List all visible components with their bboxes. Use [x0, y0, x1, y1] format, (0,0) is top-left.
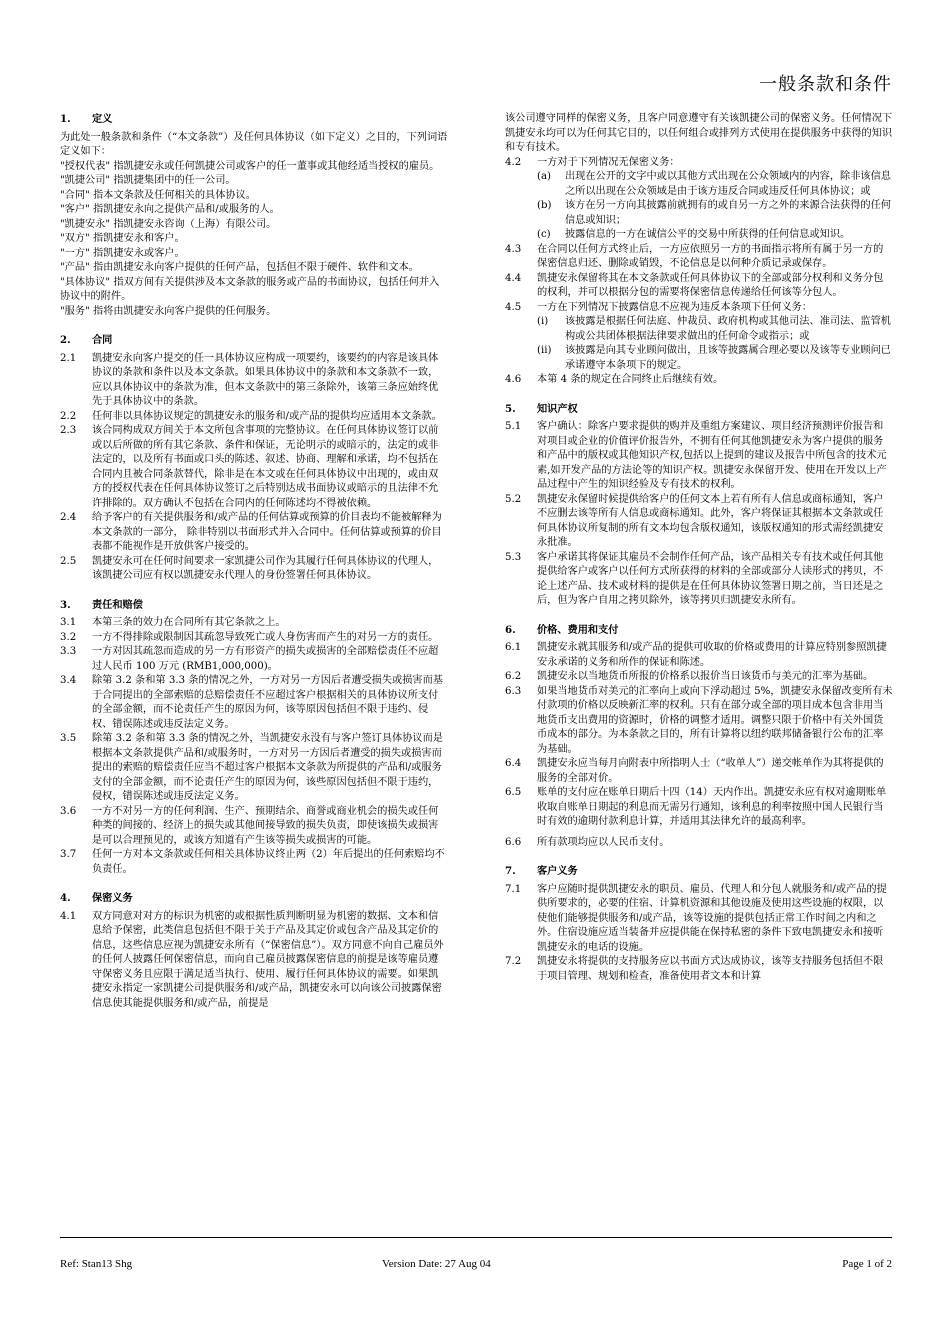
- section: [60, 333, 448, 584]
- section-heading: [60, 598, 448, 613]
- clause-number: 5.1: [505, 421, 522, 432]
- clause-number: 6.4: [505, 758, 522, 769]
- paragraph: 该公司遵守同样的保密义务，且客户同意遵守有关该凯捷公司的保密义务。任何情况下凯捷安永均可以为任何其它目的，以任何组合或排列方式使用在提供服务中获得的知识和专有技术。: [505, 113, 893, 153]
- clause-text: 披露信息的一方在诚信公平的交易中所获得的任何信息或知识。: [565, 229, 851, 240]
- clause: [60, 910, 448, 1012]
- clause: [60, 732, 448, 805]
- clause-text: 任何非以具体协议规定的凯捷安永的服务和/或产品的提供均应适用本文条款。: [92, 410, 442, 422]
- clause-number: 7.1: [505, 883, 522, 895]
- clause-number: 4.3: [505, 243, 522, 255]
- clause-text: 本第三条的效力在合同所有其它条款之上。: [92, 617, 286, 628]
- paragraph: "合同" 指本文条款及任何相关的具体协议。: [60, 189, 256, 201]
- clause-text: 凯捷安永保留将其在本文条款或任何具体协议下的全部或部分权利和义务分包的权利，并可以根据分包的需要将保密信息传递给任何该等分包人。: [537, 272, 884, 298]
- sub-clause: [537, 344, 893, 373]
- clause-text: 在合同以任何方式终止后，一方应依照另一方的书面指示将所有属于另一方的保密信息归还、删除或销毁，不论信息是以何种介质记录或保存。: [537, 243, 884, 269]
- clause: [60, 805, 448, 849]
- paragraph: "产品" 指由凯捷安永向客户提供的任何产品，包括但不限于硬件、软件和文本。: [60, 262, 419, 273]
- clause-text: 该披露是向其专业顾问做出，且该等披露属合理必要以及该等专业顾问已承诺遵守本条项下的规定。: [565, 345, 891, 371]
- clause-number: 4.1: [60, 910, 77, 922]
- clause-text: 凯捷安永应当每月向附表中所指明人士（“收单人”）递交帐单作为其将提供的服务的全部对价。: [537, 758, 884, 784]
- section-title: 保密义务: [92, 892, 133, 904]
- clause: [60, 410, 448, 425]
- section-heading: [60, 112, 448, 127]
- paragraph: "具体协议" 指双方间有关提供涉及本文条款的服务或产品的书面协议，包括任何并入协议中的附件。: [60, 276, 440, 302]
- clause: [505, 786, 893, 830]
- section-title: 价格、费用和支付: [537, 623, 619, 636]
- clause-number: 2.3: [60, 425, 77, 436]
- clause: [60, 645, 448, 674]
- left-column: [60, 112, 448, 1025]
- clause: [505, 685, 893, 758]
- section-title: 合同: [92, 334, 113, 346]
- clause-text: 客户确认：除客户要求提供的购并及重组方案建议、项目经济预测评价报告和对项目或企业的价值评价报告外，不拥有任何其他凯捷安永为客户提供的服务和产品中的版权或其他知识产权,包括以上提到的建议及报告中所包含的技术元素,如开发产品的方法论等的知识产权。凯捷安永保留开发、使用在开发以上产品过程中产生的知识经验及专有技术的权利。: [537, 421, 887, 490]
- clause-number: 2.1: [60, 352, 77, 364]
- clause-number: (b): [537, 200, 552, 211]
- clause: [505, 420, 893, 493]
- clause-number: 3.1: [60, 617, 77, 628]
- footer-version: Version Date: 27 Aug 04: [382, 1258, 491, 1270]
- clause-number: 3.2: [60, 631, 77, 643]
- clause-number: 3.4: [60, 675, 77, 686]
- clause-text: 账单的支付应在账单日期后十四（14）天内作出。凯捷安永应有权对逾期账单收取自账单日期起的利息而无需另行通知，该利息的利率按照中国人民银行当时有效的逾期付款利息计算，并适用其法律允许的最高利率。: [537, 787, 887, 827]
- clause-number: 2.5: [60, 555, 77, 567]
- clause-number: 6.2: [505, 671, 522, 682]
- section-number: 1.: [60, 113, 71, 125]
- clause: [505, 301, 893, 316]
- clause-text: 该方在另一方向其披露前就拥有的或自另一方之外的来源合法获得的任何信息或知识；: [565, 200, 891, 226]
- clause-number: 3.5: [60, 733, 77, 744]
- clause-number: 6.6: [505, 836, 522, 848]
- clause-number: 5.3: [505, 551, 522, 563]
- clause-text: 凯捷安永以当地货币所报的价格系以报价当日该货币与美元的汇率为基础。: [537, 671, 874, 682]
- section-number: 5.: [505, 402, 516, 415]
- sub-clause: [537, 228, 893, 243]
- clause: [60, 616, 448, 631]
- clause-text: 一方不对另一方的任何利润、生产、预期结余、商誉或商业机会的损失或任何种类的间接的、经济上的损失或其他间接导致的损失负责，即使该损失或损害是可以合理预见的，或该方知道有产生该等损失或损害的可能。: [92, 805, 439, 846]
- section: [505, 864, 893, 984]
- clause-text: 所有款项均应以人民币支付。: [537, 836, 670, 848]
- clause: [505, 883, 893, 956]
- clause-text: 一方不得排除或限制因其疏忽导致死亡或人身伤害而产生的对另一方的责任。: [92, 631, 439, 643]
- clause-number: 6.1: [505, 642, 522, 653]
- clause-text: 出现在公开的文字中或以其他方式出现在公众领域内的内容，除非该信息之所以出现在公众领域是由于该方违反合同或违反任何具体协议；或: [565, 171, 891, 197]
- clause-number: (i): [537, 316, 549, 327]
- footer-divider: [60, 1237, 892, 1238]
- clause: [505, 757, 893, 786]
- clause-number: 4.6: [505, 374, 522, 385]
- clause-text: 本第 4 条的规定在合同终止后继续有效。: [537, 374, 724, 385]
- section-heading: [60, 891, 448, 906]
- sub-clause: [537, 199, 893, 228]
- clause: [60, 511, 448, 555]
- clause-number: 4.4: [505, 272, 522, 284]
- paragraph: 为此处一般条款和条件（“本文条款”）及任何具体协议（如下定义）之目的，下列词语定义如下：: [60, 131, 448, 157]
- section-number: 3.: [60, 598, 71, 611]
- clause-text: 一方对因其疏忽而造成的另一方有形资产的损失或损害的全部赔偿责任不应超过人民币 100 万元 (RMB1,000,000)。: [92, 646, 439, 672]
- section-number: 2.: [60, 334, 71, 346]
- clause-text: 客户承诺其将保证其雇员不会制作任何产品，该产品相关专有技术或任何其他提供给客户或客户以任何方式所获得的材料的全部或部分人读形式的拷贝，不论上述产品、技术或材料的提供是在任何具体协议签署日期之前，当日还是之后，但为客户自用之拷贝除外，该等拷贝归凯捷安永所有。: [537, 551, 884, 606]
- clause: [60, 674, 448, 732]
- section-number: 4.: [60, 892, 71, 904]
- clause-number: (a): [537, 171, 552, 182]
- clause-text: 一方在下列情况下披露信息不应视为违反本条项下任何义务：: [537, 301, 813, 313]
- paragraph: "双方" 指凯捷安永和客户。: [60, 233, 185, 244]
- section-heading: [505, 864, 893, 879]
- clause-text: 凯捷安永就其服务和/或产品的提供可收取的价格或费用的计算应特别参照凯捷安永承诺的义务和所作的保证和陈述。: [537, 642, 887, 668]
- clause-text: 除第 3.2 条和第 3.3 条的情况之外，一方对另一方因后者遭受损失或损害而基于合同提出的全部索赔的总赔偿责任不应超过客户根据相关的具体协议所支付的全部金额，而不论责任产生的原因为何，该等原因包括但不限于违约、侵权、错误陈述或违反法定义务。: [92, 675, 443, 730]
- paragraph: "服务" 指将由凯捷安永向客户提供的任何服务。: [60, 305, 277, 317]
- clause-number: (ii): [537, 345, 552, 356]
- clause-number: 3.7: [60, 849, 77, 860]
- clause: [505, 493, 893, 551]
- section-heading: [60, 333, 448, 348]
- clause: [60, 352, 448, 410]
- section-number: 7.: [505, 865, 516, 877]
- clause: [60, 848, 448, 877]
- right-column: [505, 112, 893, 998]
- clause-text: 客户应随时提供凯捷安永的职员、雇员、代理人和分包人就服务和/或产品的提供所要求的，必要的住宿、计算机资源和其他设施及使用这些设施的权限，以使他们能够提供服务和/或产品，该等设施的提供包括正常工作时间之内和之外。住宿设施应适当装备并应提供能在保持私密的条件下致电凯捷安永和接听凯捷安永的电话的设施。: [537, 883, 887, 953]
- clause-text: 任何一方对本文条款或任何相关具体协议终止两（2）年后提出的任何索赔均不负责任。: [92, 849, 445, 875]
- section: [60, 891, 448, 1011]
- clause-number: (c): [537, 229, 551, 240]
- clause-text: 该披露是根据任何法庭、仲裁员、政府机构或其他司法、准司法、监管机构或公共团体根据法律要求做出的任何命令或指示；或: [565, 316, 891, 342]
- section-number: 6.: [505, 623, 516, 636]
- paragraph: "一方" 指凯捷安永或客户。: [60, 247, 185, 259]
- clause: [505, 243, 893, 272]
- clause-text: 给予客户的有关提供服务和/或产品的任何估算或预算的价目表均不能被解释为本文条款的一部分， 除非特别以书面形式并入合同中。任何估算或预算的价目表都不能视作是开放供客户接受的。: [92, 512, 442, 552]
- clause-number: 7.2: [505, 956, 522, 967]
- clause: [505, 373, 893, 388]
- sub-clause: [537, 315, 893, 344]
- paragraph: "凯捷安永" 指凯捷安永咨询（上海）有限公司。: [60, 218, 277, 230]
- clause-text: 除第 3.2 条和第 3.3 条的情况之外，当凯捷安永没有与客户签订具体协议而是根据本文条款提供产品和/或服务时，一方对另一方因后者遭受的损失或损害而提出的索赔的赔偿责任应当不超过客户根据本文条款为所提供的产品和/或服务支付的全部金额，而不论责任产生的原因为何，该些原因包括但不限于违约，侵权，错误陈述或违反法定义务。: [92, 733, 443, 802]
- clause-text: 一方对于下列情况无保密义务：: [537, 156, 680, 168]
- section: [505, 402, 893, 609]
- paragraph: "客户" 指凯捷安永向之提供产品和/或服务的人。: [60, 204, 280, 215]
- clause-text: 双方同意对对方的标识为机密的或根据性质判断明显为机密的数据、文本和信息给予保密，此类信息包括但不限于关于产品及其定价或包含产品及其定价的信息，这些信息应视为凯捷安永所有（“保密信息”）。双方同意不向自己雇员外的任何人披露任何保密信息，而向自己雇员披露保密信息的前提是该等雇员遵守保密义务且应限于满足适当执行、使用、履行任何具体协议的需要。如果凯捷安永指定一家凯捷公司提供服务和/或产品，凯捷安永可以向该公司披露保密信息使其能提供服务和/或产品，前提是: [92, 910, 444, 1009]
- clause-text: 凯捷安永向客户提交的任一具体协议应构成一项要约，该要约的内容是该具体协议的条款和条件以及本文条款。如果具体协议中的条款和本文条款不一致，应以具体协议中的条款为准，但本文条款中的第三条除外，该第三条应始终优先于具体协议中的条款。: [92, 352, 439, 407]
- clause-number: 6.5: [505, 787, 522, 798]
- section-heading: [505, 402, 893, 417]
- clause-number: 2.2: [60, 410, 77, 422]
- clause: [505, 955, 893, 984]
- section-title: 知识产权: [537, 402, 578, 415]
- section-heading: [505, 623, 893, 638]
- clause-text: 凯捷安永将提供的支持服务应以书面方式达成协议，该等支持服务包括但不限于项目管理、规划和检查，准备使用者文本和计算: [537, 956, 884, 982]
- clause: [60, 555, 448, 584]
- paragraph: "凯捷公司" 指凯捷集团中的任一公司。: [60, 175, 236, 186]
- sub-clause: [537, 170, 893, 199]
- section: [505, 623, 893, 851]
- clause-number: 5.2: [505, 493, 522, 505]
- clause: [60, 631, 448, 646]
- page-title: 一般条款和条件: [759, 74, 892, 95]
- clause-number: 2.4: [60, 512, 77, 523]
- clause: [505, 836, 893, 851]
- clause-text: 凯捷安永可在任何时间要求一家凯捷公司作为其履行任何具体协议的代理人，该凯捷公司应有权以凯捷安永代理人的身份签署任何具体协议。: [92, 555, 439, 581]
- section-title: 定义: [92, 113, 113, 125]
- clause: [505, 670, 893, 685]
- clause-number: 4.5: [505, 301, 522, 313]
- section: [505, 112, 893, 388]
- footer-ref: Ref: Stan13 Shg: [60, 1258, 133, 1270]
- footer-page: Page 1 of 2: [842, 1258, 892, 1270]
- section-title: 责任和赔偿: [92, 598, 143, 611]
- clause-text: 该合同构成双方间关于本文所包含事项的完整协议。在任何具体协议签订以前或以后所做的所有其它条款、条件和保证，无论明示的或暗示的，法定的或非法定的，以及所有书面或口头的陈述、叙述、协商、理解和承诺，均不包括在合同内且被合同条款替代，除非是在本文或在任何具体协议中出现的，或由双方的授权代表在任何具体协议签订之后特别达成书面协议或暗示的且法律不允许排除的。双方确认不包括在合同内的任何陈述均不得被依赖。: [92, 425, 439, 509]
- clause-number: 3.6: [60, 805, 77, 817]
- clause: [60, 424, 448, 511]
- section-title: 客户义务: [537, 865, 578, 877]
- clause: [505, 551, 893, 609]
- clause: [505, 272, 893, 301]
- section: [60, 598, 448, 878]
- clause-number: 3.3: [60, 646, 77, 657]
- section: [60, 112, 448, 319]
- clause: [505, 641, 893, 670]
- clause-text: 如果当地货币对美元的汇率向上或向下浮动超过 5%，凯捷安永保留改变所有未付款项的价格以反映新汇率的权利。只有在部分或全部的项目成本包含非用当地货币支出费用的资源时，价格的调整才适用。调整只限于价格中有关外国货币成本的部分。为本条款之目的，所有计算将以纽约联邦储备银行公布的汇率为基础。: [537, 685, 893, 755]
- clause-number: 4.2: [505, 156, 522, 168]
- clause: [505, 156, 893, 171]
- clause-text: 凯捷安永保留时候提供给客户的任何文本上若有所有人信息或商标通知，客户不应删去该等所有人信息或商标通知。此外，客户将保证其根据本文条款或任何具体协议所复制的所有文本均包含版权通知，该版权通知的形式需经凯捷安永批准。: [537, 493, 884, 548]
- paragraph: "授权代表" 指凯捷安永或任何凯捷公司或客户的任一董事或其他经适当授权的雇员。: [60, 160, 440, 172]
- clause-number: 6.3: [505, 685, 522, 697]
